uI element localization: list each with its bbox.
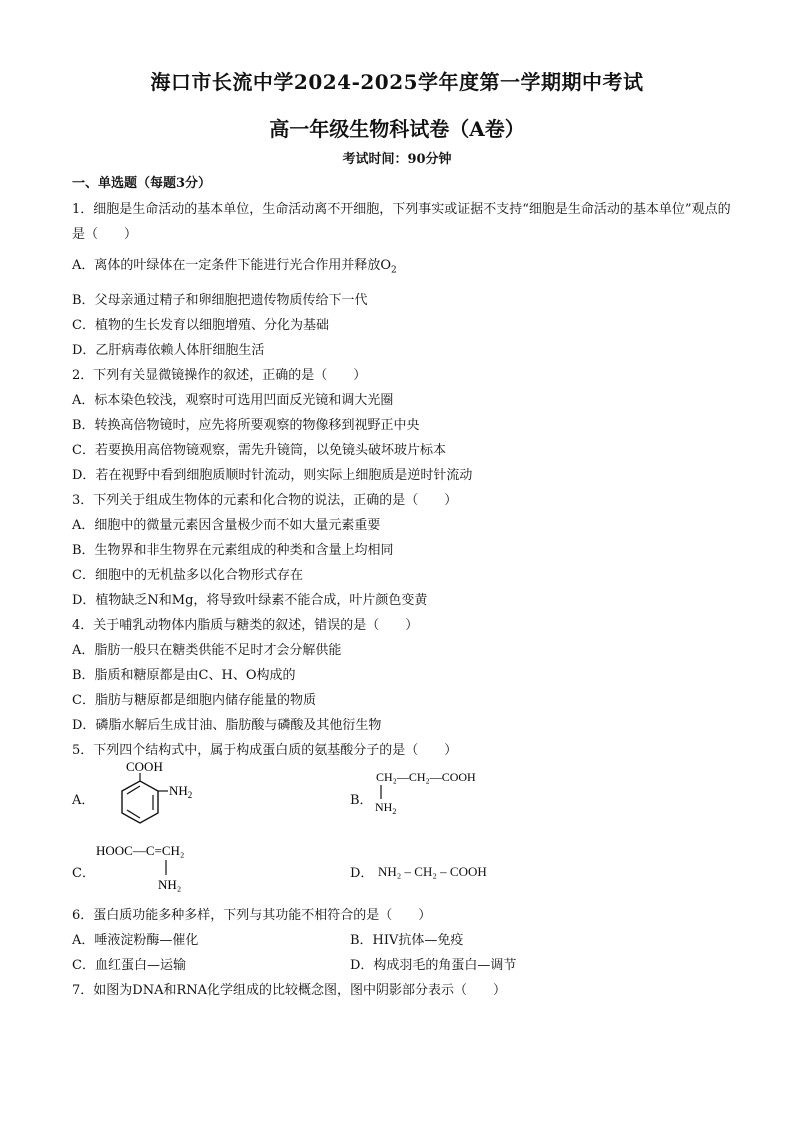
question-2-stem: 2．下列有关显微镜操作的叙述，正确的是（ ） <box>72 367 367 383</box>
question-3-option-b: B．生物界和非生物界在元素组成的种类和含量上均相同 <box>72 542 394 558</box>
question-4-option-c: C．脂肪与糖原都是细胞内储存能量的物质 <box>72 692 316 708</box>
question-6-option-a: A．唾液淀粉酶—催化 <box>72 932 199 948</box>
question-4-option-d: D．磷脂水解后生成甘油、脂肪酸与磷酸及其他衍生物 <box>72 717 382 733</box>
question-1-stem: 1．细胞是生命活动的基本单位，生命活动离不开细胞，下列事实或证据不支持“细胞是生命活动的基本单位”观点的是（ ） <box>72 202 731 242</box>
structure-b-nh2: $NH_2$ <box>375 799 397 816</box>
question-3-option-d: D．植物缺乏N和Mg，将导致叶绿素不能合成，叶片颜色变黄 <box>72 592 428 608</box>
question-5-option-d-label: D． <box>350 865 374 881</box>
question-1-option-b: B．父母亲通过精子和卵细胞把遗传物质传给下一代 <box>72 292 368 308</box>
question-7-stem: 7．如图为DNA和RNA化学组成的比较概念图，图中阴影部分表示（ ） <box>72 982 507 998</box>
question-6-option-c: C．血红蛋白—运输 <box>72 957 186 973</box>
question-2-option-c: C．若要换用高倍物镜观察，需先升镜筒，以免镜头破坏玻片标本 <box>72 442 446 458</box>
question-3-option-c: C．细胞中的无机盐多以化合物形式存在 <box>72 567 303 583</box>
structure-b <box>372 769 532 829</box>
question-6-options-cd <box>72 953 732 978</box>
question-2-option-d: D．若在视野中看到细胞质顺时针流动，则实际上细胞质是逆时针流动 <box>72 467 473 483</box>
exam-subtitle: 高一年级生物科试卷（A卷） <box>269 117 525 141</box>
structure-d: NH₂ – CH₂ – COOH <box>378 863 487 879</box>
question-4-option-b: B．脂质和糖原都是由C、H、O构成的 <box>72 667 296 683</box>
question-6-option-b: B．HIV抗体—免疫 <box>350 932 464 948</box>
question-2-option-a: A．标本染色较浅，观察时可选用凹面反光镜和调大光圈 <box>72 392 394 408</box>
question-5-option-a-label: A． <box>72 792 95 808</box>
cooh-group: COOH <box>126 760 163 774</box>
question-5-option-b-label: B． <box>350 792 373 808</box>
question-4-option-a: A．脂肪一般只在糖类供能不足时才会分解供能 <box>72 642 342 658</box>
question-5-options-cd <box>72 843 732 903</box>
question-1-option-a: A．离体的叶绿体在一定条件下能进行光合作用并释放$O_2$ <box>72 258 397 276</box>
question-1-option-d: D．乙肝病毒依赖人体肝细胞生活 <box>72 342 265 358</box>
structure-c-chain: HOOC—C=CH₂ <box>96 842 185 858</box>
section-heading: 一、单选题（每题3分） <box>72 176 212 191</box>
question-5-options-ab <box>72 760 732 839</box>
structure-b-chain: CH₂—CH₂—COOH <box>376 769 476 784</box>
structure-c-nh2: NH₂ <box>158 876 182 892</box>
question-1-option-c: C．植物的生长发育以细胞增殖、分化为基础 <box>72 317 329 333</box>
nh2-group: $NH_2$ <box>169 782 193 800</box>
benzene-structure-a <box>92 761 222 841</box>
question-6-options-ab <box>72 928 732 953</box>
question-6-option-d: D．构成羽毛的角蛋白—调节 <box>350 957 517 973</box>
question-6-stem: 6．蛋白质功能多种多样，下列与其功能不相符合的是（ ） <box>72 907 432 923</box>
question-2-option-b: B．转换高倍物镜时，应先将所要观察的物像移到视野正中央 <box>72 417 420 433</box>
question-list <box>72 197 732 1003</box>
exam-time: 考试时间：90分钟 <box>342 152 452 167</box>
structure-c <box>92 839 242 899</box>
question-5-stem: 5．下列四个结构式中，属于构成蛋白质的氨基酸分子的是（ ） <box>72 742 458 758</box>
question-3-option-a: A．细胞中的微量元素因含量极少而不如大量元素重要 <box>72 517 381 533</box>
exam-title: 海口市长流中学2024-2025学年度第一学期期中考试 <box>150 70 644 94</box>
question-4-stem: 4．关于哺乳动物体内脂质与糖类的叙述，错误的是（ ） <box>72 617 419 633</box>
question-3-stem: 3．下列关于组成生物体的元素和化合物的说法，正确的是（ ） <box>72 492 458 508</box>
question-5-option-c-label: C． <box>72 865 95 881</box>
